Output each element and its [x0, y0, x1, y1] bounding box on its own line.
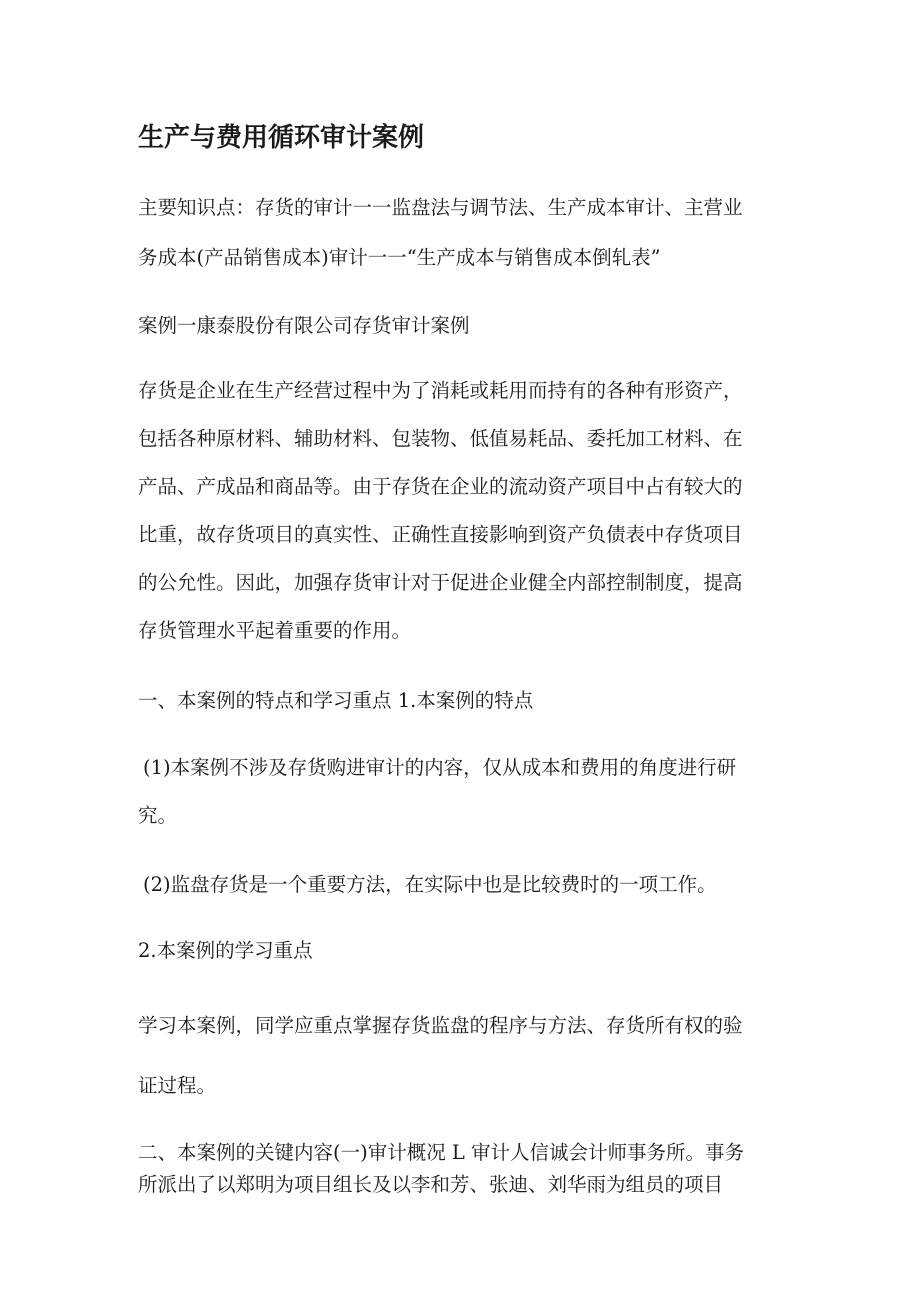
study-focus-line-1: 学习本案例，同学应重点掌握存货监盘的程序与方法、存货所有权的验: [138, 1014, 743, 1037]
section-2-line-2: 所派出了以郑明为项目组长及以李和芳、张迪、刘华雨为组员的项目: [138, 1173, 724, 1196]
section-2-line-1: 二、本案例的关键内容(一)审计概况 L 审计人信诚会计师事务所。事务: [138, 1141, 745, 1164]
intro-line-6: 存货管理水平起着重要的作用。: [138, 619, 412, 642]
knowledge-points: [138, 183, 778, 283]
intro-line-4: 比重，故存货项目的真实性、正确性直接影响到资产负债表中存货项目: [138, 523, 743, 546]
point-1-line-1: (1)本案例不涉及存货购进审计的内容，仅从成本和费用的角度进行研: [143, 756, 737, 779]
intro-line-3: 产品、产成品和商品等。由于存货在企业的流动资产项目中占有较大的: [138, 475, 743, 498]
intro-paragraph: [138, 367, 778, 655]
knowledge-points-line-1: 主要知识点：存货的审计一一监盘法与调节法、生产成本审计、主营业: [138, 196, 743, 219]
point-1-line-2: 究。: [138, 804, 178, 827]
intro-line-1: 存货是企业在生产经营过程中为了消耗或耗用而持有的各种有形资产，: [138, 379, 743, 402]
intro-line-5: 的公允性。因此，加强存货审计对于促进企业健全内部控制制度，提高: [138, 571, 743, 594]
document-title: 生产与费用循环审计案例: [138, 123, 425, 153]
knowledge-points-line-2: 务成本(产品销售成本)审计一一“生产成本与销售成本倒轧表”: [138, 246, 661, 269]
study-focus-line-2: 证过程。: [138, 1074, 217, 1097]
section-1-heading: 一、本案例的特点和学习重点 1.本案例的特点: [138, 689, 534, 712]
study-focus: [138, 996, 778, 1116]
case-title: 案例一康泰股份有限公司存货审计案例: [138, 314, 470, 337]
point-2: (2)监盘存货是一个重要方法，在实际中也是比较费时的一项工作。: [143, 873, 717, 896]
section-2: [138, 1137, 778, 1201]
intro-line-2: 包括各种原材料、辅助材料、包装物、低值易耗品、委托加工材料、在: [138, 427, 743, 450]
subheading-2: 2.本案例的学习重点: [138, 939, 313, 962]
point-1: [138, 744, 783, 840]
